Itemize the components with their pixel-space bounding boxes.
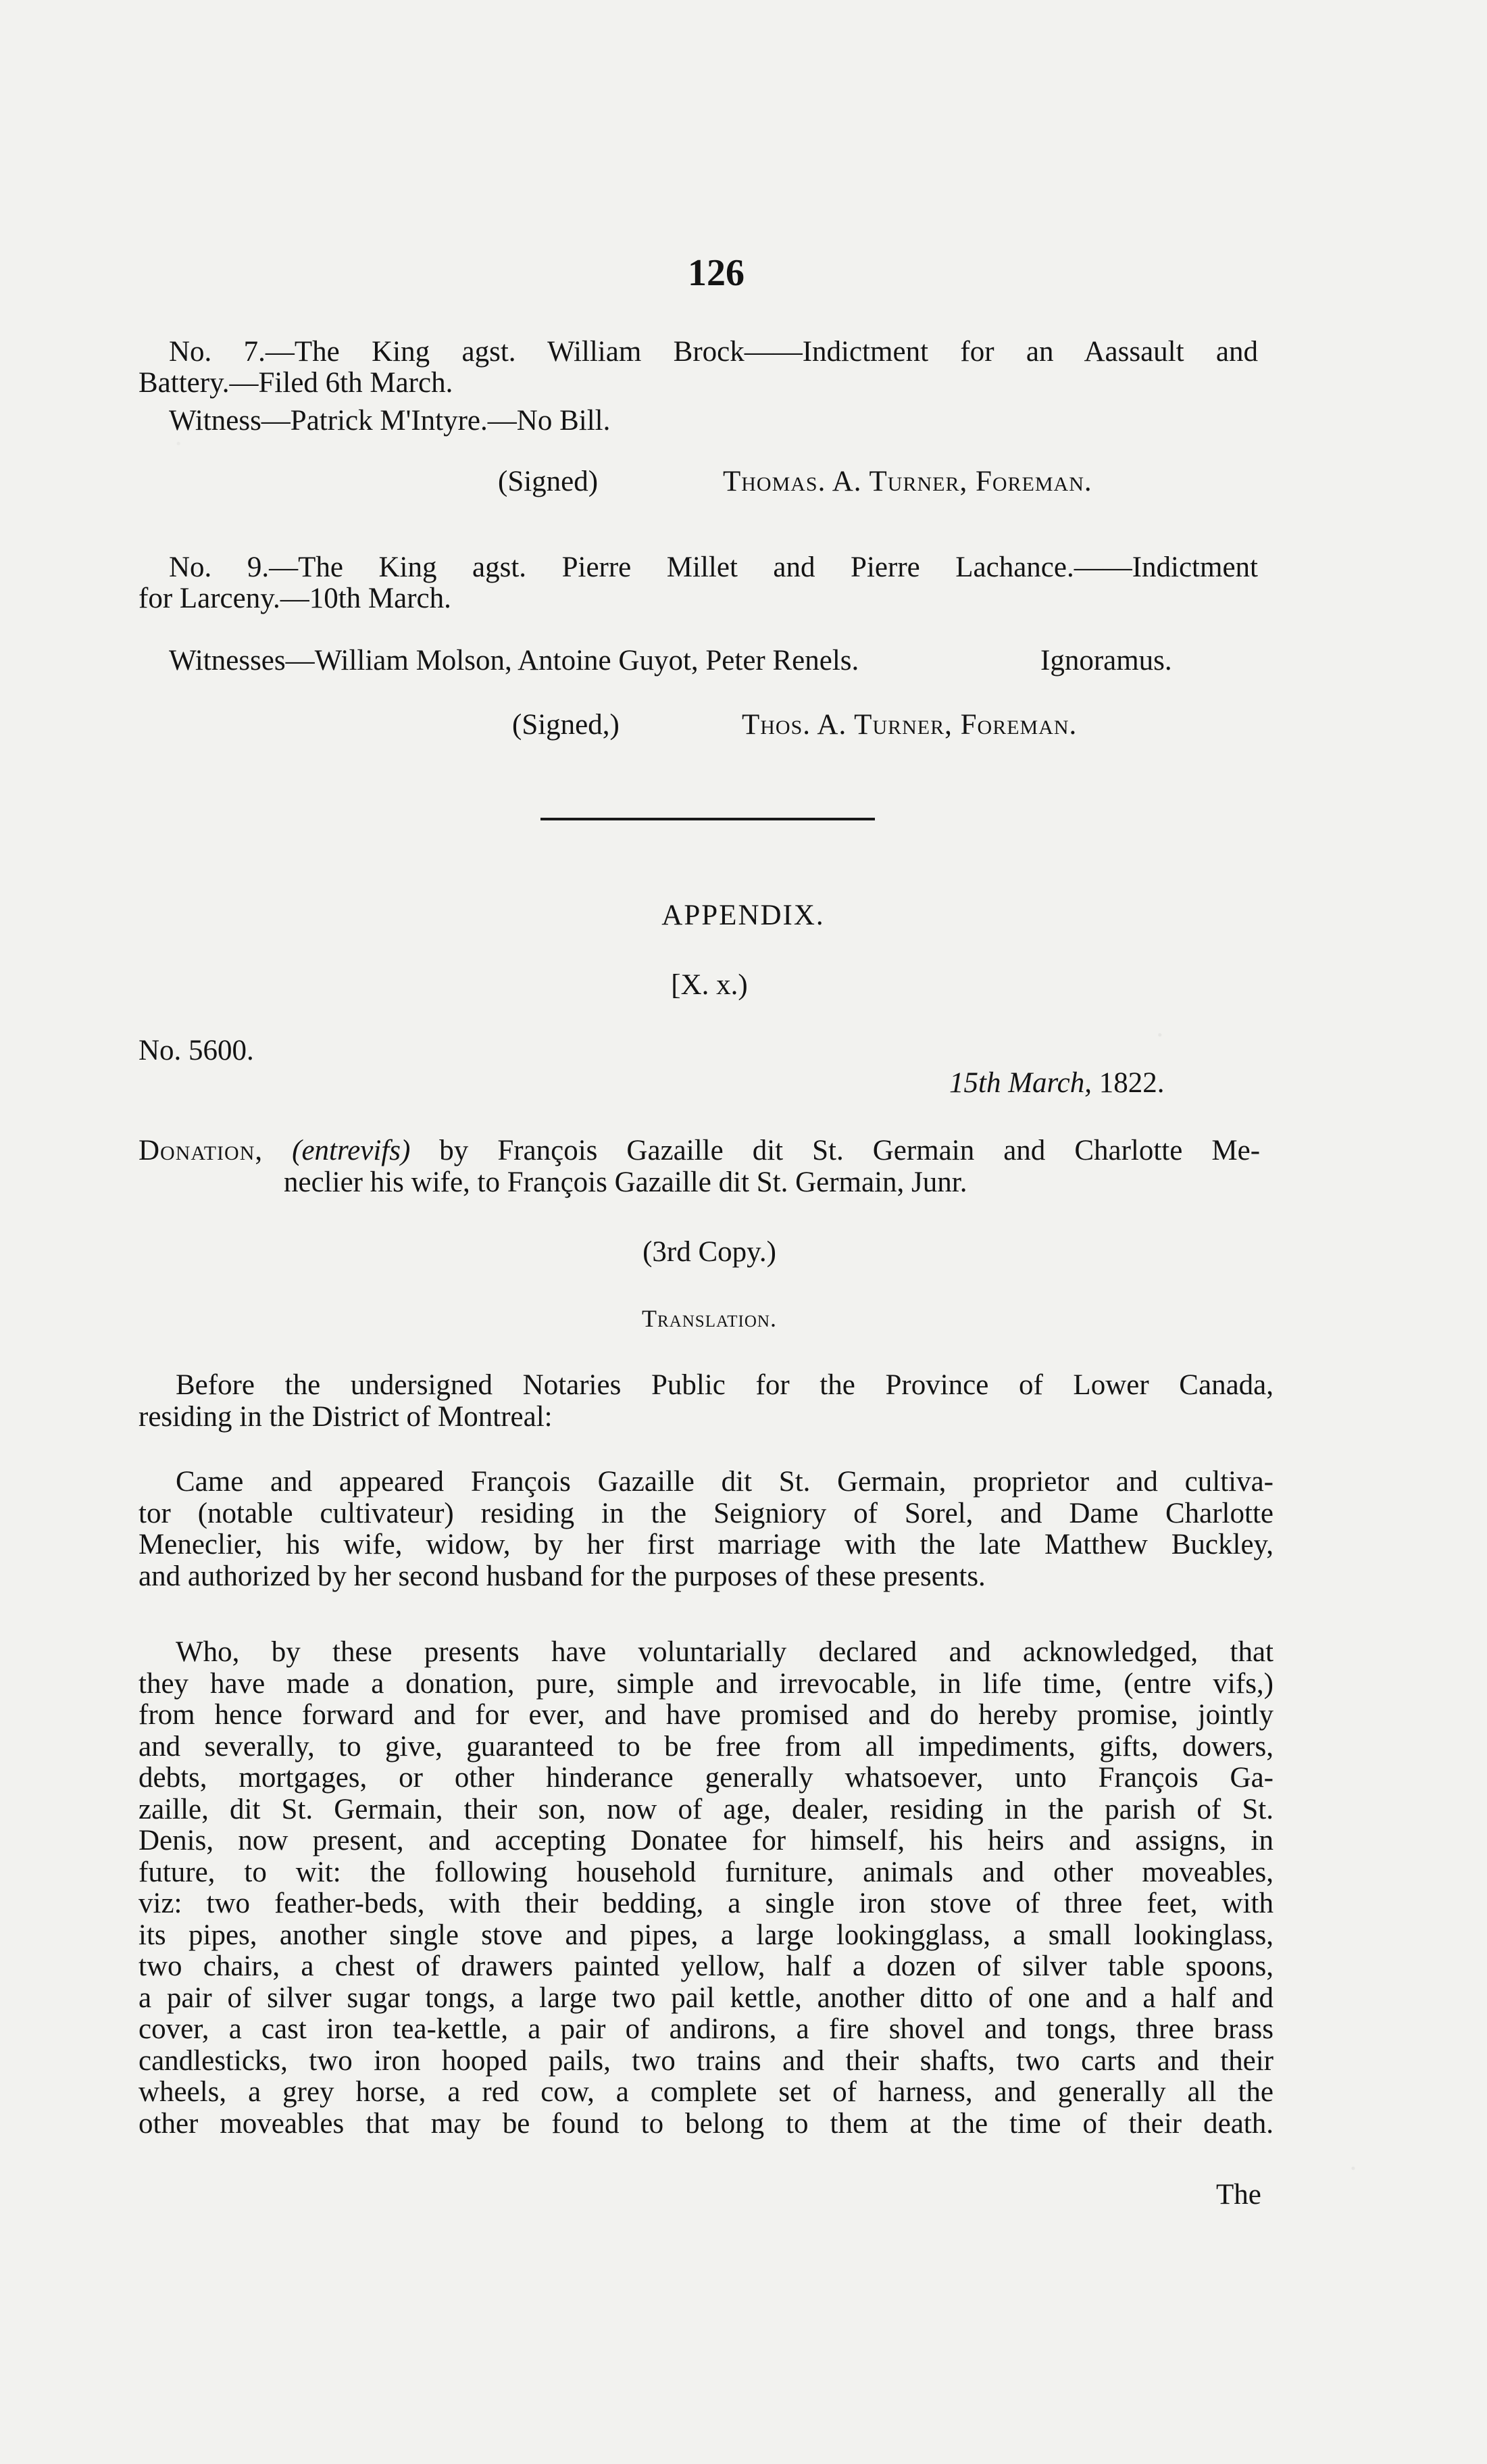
appendix-reference: [X. x.)	[671, 969, 748, 1001]
paragraph-line: and severally, to give, guaranteed to be free from all impediments, gifts, dowers,	[138, 1730, 1274, 1763]
donation-line-2: neclier his wife, to François Gazaille dit St. Germain, Junr.	[284, 1166, 967, 1198]
paragraph-line: Came and appeared François Gazaille dit St. Germain, proprietor and cultiva-	[176, 1466, 1274, 1498]
paragraph-preamble	[138, 1370, 1274, 1433]
record-9-line-1: No. 9.—The King agst. Pierre Millet and Pierre Lachance.——Indictment	[169, 551, 1258, 583]
paragraph-line: wheels, a grey horse, a red cow, a complete set of harness, and generally all the	[138, 2076, 1274, 2108]
appendix-title: APPENDIX.	[661, 900, 825, 931]
record-9-signed: (Signed,)	[512, 709, 620, 741]
record-7-line-1: No. 7.—The King agst. William Brock——Indictment for an Aassault and	[169, 336, 1258, 368]
record-7-signed: (Signed)	[498, 466, 599, 497]
paragraph-line: Denis, now present, and accepting Donatee for himself, his heirs and assigns, in	[138, 1825, 1274, 1856]
donation-italic: (entrevifs)	[292, 1135, 411, 1166]
paragraph-line: candlesticks, two iron hooped pails, two trains and their shafts, two carts and their	[138, 2044, 1274, 2077]
donation-line-1-text: by François Gazaille dit St. Germain and Charlotte Me-	[439, 1135, 1261, 1166]
paragraph-line: a pair of silver sugar tongs, a large two pail kettle, another ditto of one and a half and	[138, 1981, 1274, 2014]
record-9-line-2: for Larceny.—10th March.	[138, 583, 451, 614]
paragraph-line: future, to wit: the following household furniture, animals and other moveables,	[138, 1856, 1274, 1888]
record-9-verdict: Ignoramus.	[1040, 645, 1172, 676]
paragraph-line: and authorized by her second husband for the purposes of these presents.	[138, 1560, 986, 1592]
page-number: 126	[688, 252, 745, 294]
paragraph-line: residing in the District of Montreal:	[138, 1400, 553, 1433]
appendix-date	[949, 1068, 1165, 1099]
copy-label: (3rd Copy.)	[642, 1236, 776, 1268]
paragraph-line: tor (notable cultivateur) residing in the Seigniory of Sorel, and Dame Charlotte	[138, 1497, 1274, 1529]
record-7-signatory: Thomas. A. Turner, Foreman.	[723, 466, 1092, 497]
paragraph-donation-terms	[138, 1637, 1274, 2140]
paragraph-line: they have made a donation, pure, simple and irrevocable, in life time, (entre vifs,)	[138, 1667, 1274, 1700]
record-7-line-2: Battery.—Filed 6th March.	[138, 367, 453, 399]
section-divider	[540, 818, 875, 820]
record-9-signatory: Thos. A. Turner, Foreman.	[742, 709, 1078, 741]
donation-label: Donation,	[138, 1135, 263, 1166]
appendix-date-year: 1822.	[1099, 1067, 1165, 1099]
paragraph-appearance	[138, 1467, 1274, 1592]
catchword: The	[1216, 2179, 1261, 2211]
paragraph-line: viz: two feather-beds, with their bedding, a single iron stove of three feet, with	[138, 1888, 1274, 1919]
paragraph-line: two chairs, a chest of drawers painted yellow, half a dozen of silver table spoons,	[138, 1950, 1274, 1982]
record-7-witness: Witness—Patrick M'Intyre.—No Bill.	[169, 405, 611, 437]
appendix-number: No. 5600.	[138, 1035, 254, 1066]
record-9-witnesses: Witnesses—William Molson, Antoine Guyot, Peter Renels.	[169, 645, 859, 676]
translation-heading: Translation.	[642, 1305, 777, 1332]
donation-line-1	[138, 1135, 1260, 1166]
paragraph-line: Who, by these presents have voluntarially declared and acknowledged, that	[176, 1636, 1274, 1668]
paragraph-line: Meneclier, his wife, widow, by her first marriage with the late Matthew Buckley,	[138, 1529, 1274, 1560]
paragraph-line: Before the undersigned Notaries Public for the Province of Lower Canada,	[176, 1369, 1274, 1401]
paragraph-line: its pipes, another single stove and pipes, a large lookingglass, a small lookinglass,	[138, 1919, 1274, 1951]
appendix-date-day: 15th March,	[949, 1067, 1092, 1099]
paragraph-line: cover, a cast iron tea-kettle, a pair of andirons, a fire shovel and tongs, three brass	[138, 2013, 1274, 2045]
paragraph-line: from hence forward and for ever, and have promised and do hereby promise, jointly	[138, 1699, 1274, 1731]
paragraph-line: other moveables that may be found to belong to them at the time of their death.	[138, 2107, 1274, 2140]
paragraph-line: debts, mortgages, or other hinderance generally whatsoever, unto François Ga-	[138, 1762, 1274, 1794]
paragraph-line: zaille, dit St. Germain, their son, now of age, dealer, residing in the parish of St.	[138, 1793, 1274, 1825]
